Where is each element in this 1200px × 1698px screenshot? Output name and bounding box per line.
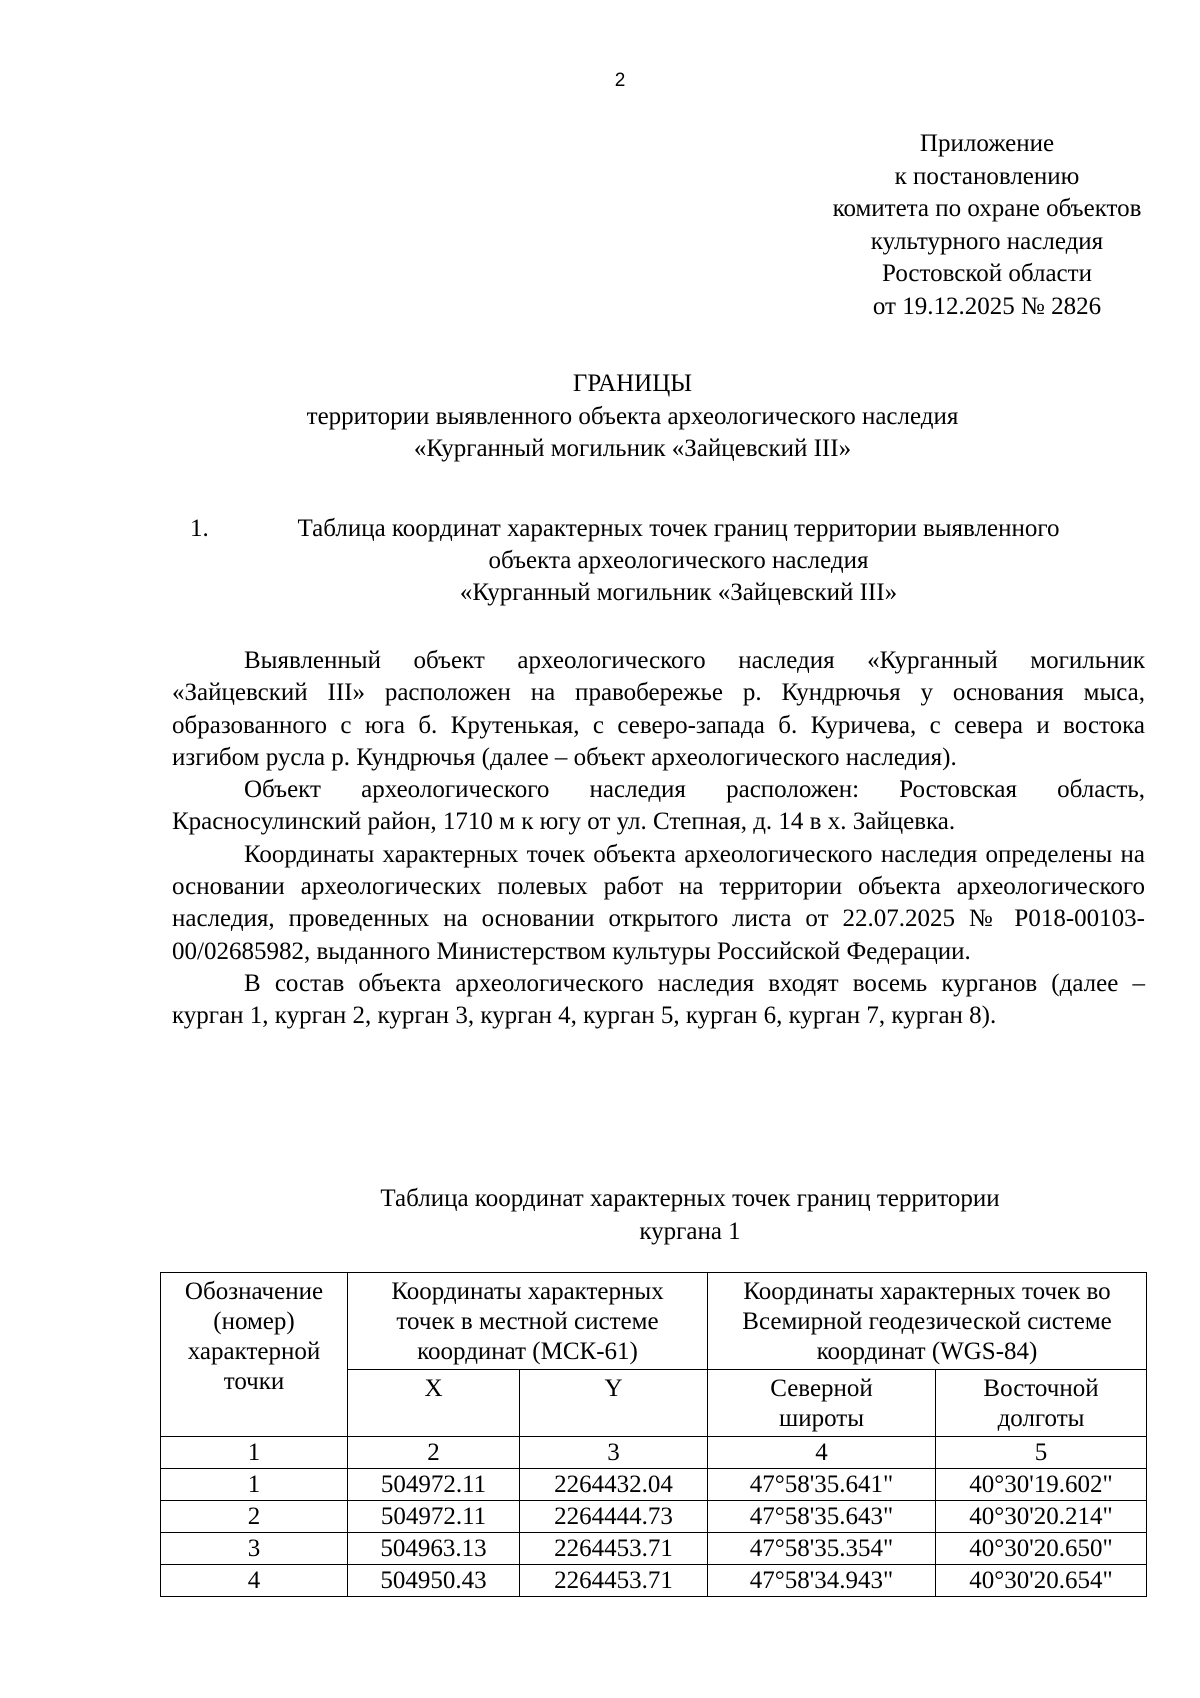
table-row bbox=[161, 1501, 1147, 1533]
cell-latitude: 47°58'35.641" bbox=[708, 1469, 936, 1501]
cell-point: 1 bbox=[161, 1469, 348, 1501]
title-line: «Курганный могильник «Зайцевский III» bbox=[413, 435, 852, 462]
header-x: X bbox=[348, 1370, 520, 1437]
header-longitude: Восточной долготы bbox=[936, 1370, 1147, 1437]
column-number: 3 bbox=[520, 1437, 708, 1469]
cell-longitude: 40°30'19.602" bbox=[936, 1469, 1147, 1501]
table-caption bbox=[300, 1183, 1080, 1248]
header-msk: Координаты характерных точек в местной системе координат (МСК-61) bbox=[348, 1273, 708, 1370]
header-wgs: Координаты характерных точек во Всемирной геодезической системе координат (WGS-84) bbox=[708, 1273, 1147, 1370]
appendix-line: к постановлению bbox=[894, 162, 1080, 190]
page-number: 2 bbox=[614, 70, 626, 91]
cell-latitude: 47°58'35.643" bbox=[708, 1501, 936, 1533]
column-number: 5 bbox=[936, 1437, 1147, 1469]
table-row bbox=[161, 1565, 1147, 1597]
column-number: 4 bbox=[708, 1437, 936, 1469]
paragraph: Выявленный объект археологического наследия «Курганный могильник «Зайцевский III» расположен на правобережье р. Кундрючья у основания мыса, образованного с юга б. Крутенькая, с северо-запада б. Куричева, с севера и востока изгибом русла р. Кундрючья (далее – объект археологического наследия). bbox=[172, 647, 1145, 771]
column-number-row bbox=[161, 1437, 1147, 1469]
cell-y: 2264444.73 bbox=[520, 1501, 708, 1533]
column-number: 1 bbox=[161, 1437, 348, 1469]
cell-y: 2264453.71 bbox=[520, 1533, 708, 1565]
appendix-line: от 19.12.2025 № 2826 bbox=[872, 292, 1102, 320]
column-number: 2 bbox=[348, 1437, 520, 1469]
section-title-line: Таблица координат характерных точек границ территории выявленного bbox=[297, 515, 1060, 542]
appendix-line: культурного наследия bbox=[870, 227, 1104, 255]
appendix-block bbox=[752, 128, 1200, 323]
cell-latitude: 47°58'35.354" bbox=[708, 1533, 936, 1565]
table-caption-line: Таблица координат характерных точек границ территории bbox=[380, 1185, 1000, 1212]
cell-longitude: 40°30'20.650" bbox=[936, 1533, 1147, 1565]
title-heading: ГРАНИЦЫ bbox=[572, 370, 693, 397]
cell-point: 4 bbox=[161, 1565, 348, 1597]
cell-x: 504972.11 bbox=[348, 1469, 520, 1501]
coordinates-table bbox=[160, 1272, 1147, 1597]
section-title-line: «Курганный могильник «Зайцевский III» bbox=[459, 579, 898, 606]
table-row bbox=[161, 1533, 1147, 1565]
cell-y: 2264453.71 bbox=[520, 1565, 708, 1597]
paragraph: В состав объекта археологического наследия входят восемь курганов (далее – курган 1, курган 2, курган 3, курган 4, курган 5, курган 6, курган 7, курган 8). bbox=[172, 969, 1145, 1030]
title-line: территории выявленного объекта археологического наследия bbox=[306, 402, 959, 430]
paragraph: Координаты характерных точек объекта археологического наследия определены на основании археологических полевых работ на территории объекта археологического наследия, проведенных на основании открытого листа от 22.07.2025 № Р018-00103-00/02685982, выданного Министерством культуры Российской Федерации. bbox=[172, 840, 1145, 965]
appendix-line: Приложение bbox=[919, 130, 1055, 157]
section-number: 1. bbox=[190, 515, 209, 542]
appendix-line: Ростовской области bbox=[882, 260, 1092, 287]
table-row bbox=[161, 1469, 1147, 1501]
section-heading bbox=[150, 513, 1115, 609]
appendix-line: комитета по охране объектов bbox=[832, 195, 1142, 222]
table-caption-line: кургана 1 bbox=[639, 1217, 741, 1245]
paragraph: Объект археологического наследия расположен: Ростовская область, Красносулинский район, 1710 м к югу от ул. Степная, д. 14 в х. Зайцевка. bbox=[172, 776, 1145, 836]
body-text bbox=[172, 645, 1145, 1033]
document-title bbox=[150, 368, 1115, 466]
cell-latitude: 47°58'34.943" bbox=[708, 1565, 936, 1597]
table-header-row bbox=[161, 1273, 1147, 1370]
cell-x: 504972.11 bbox=[348, 1501, 520, 1533]
header-designation: Обозначение (номер) характерной точки bbox=[161, 1273, 348, 1437]
cell-y: 2264432.04 bbox=[520, 1469, 708, 1501]
cell-longitude: 40°30'20.214" bbox=[936, 1501, 1147, 1533]
cell-point: 2 bbox=[161, 1501, 348, 1533]
cell-longitude: 40°30'20.654" bbox=[936, 1565, 1147, 1597]
cell-x: 504963.13 bbox=[348, 1533, 520, 1565]
header-y: Y bbox=[520, 1370, 708, 1437]
header-latitude: Северной широты bbox=[708, 1370, 936, 1437]
cell-point: 3 bbox=[161, 1533, 348, 1565]
cell-x: 504950.43 bbox=[348, 1565, 520, 1597]
section-title-line: объекта археологического наследия bbox=[488, 547, 869, 574]
